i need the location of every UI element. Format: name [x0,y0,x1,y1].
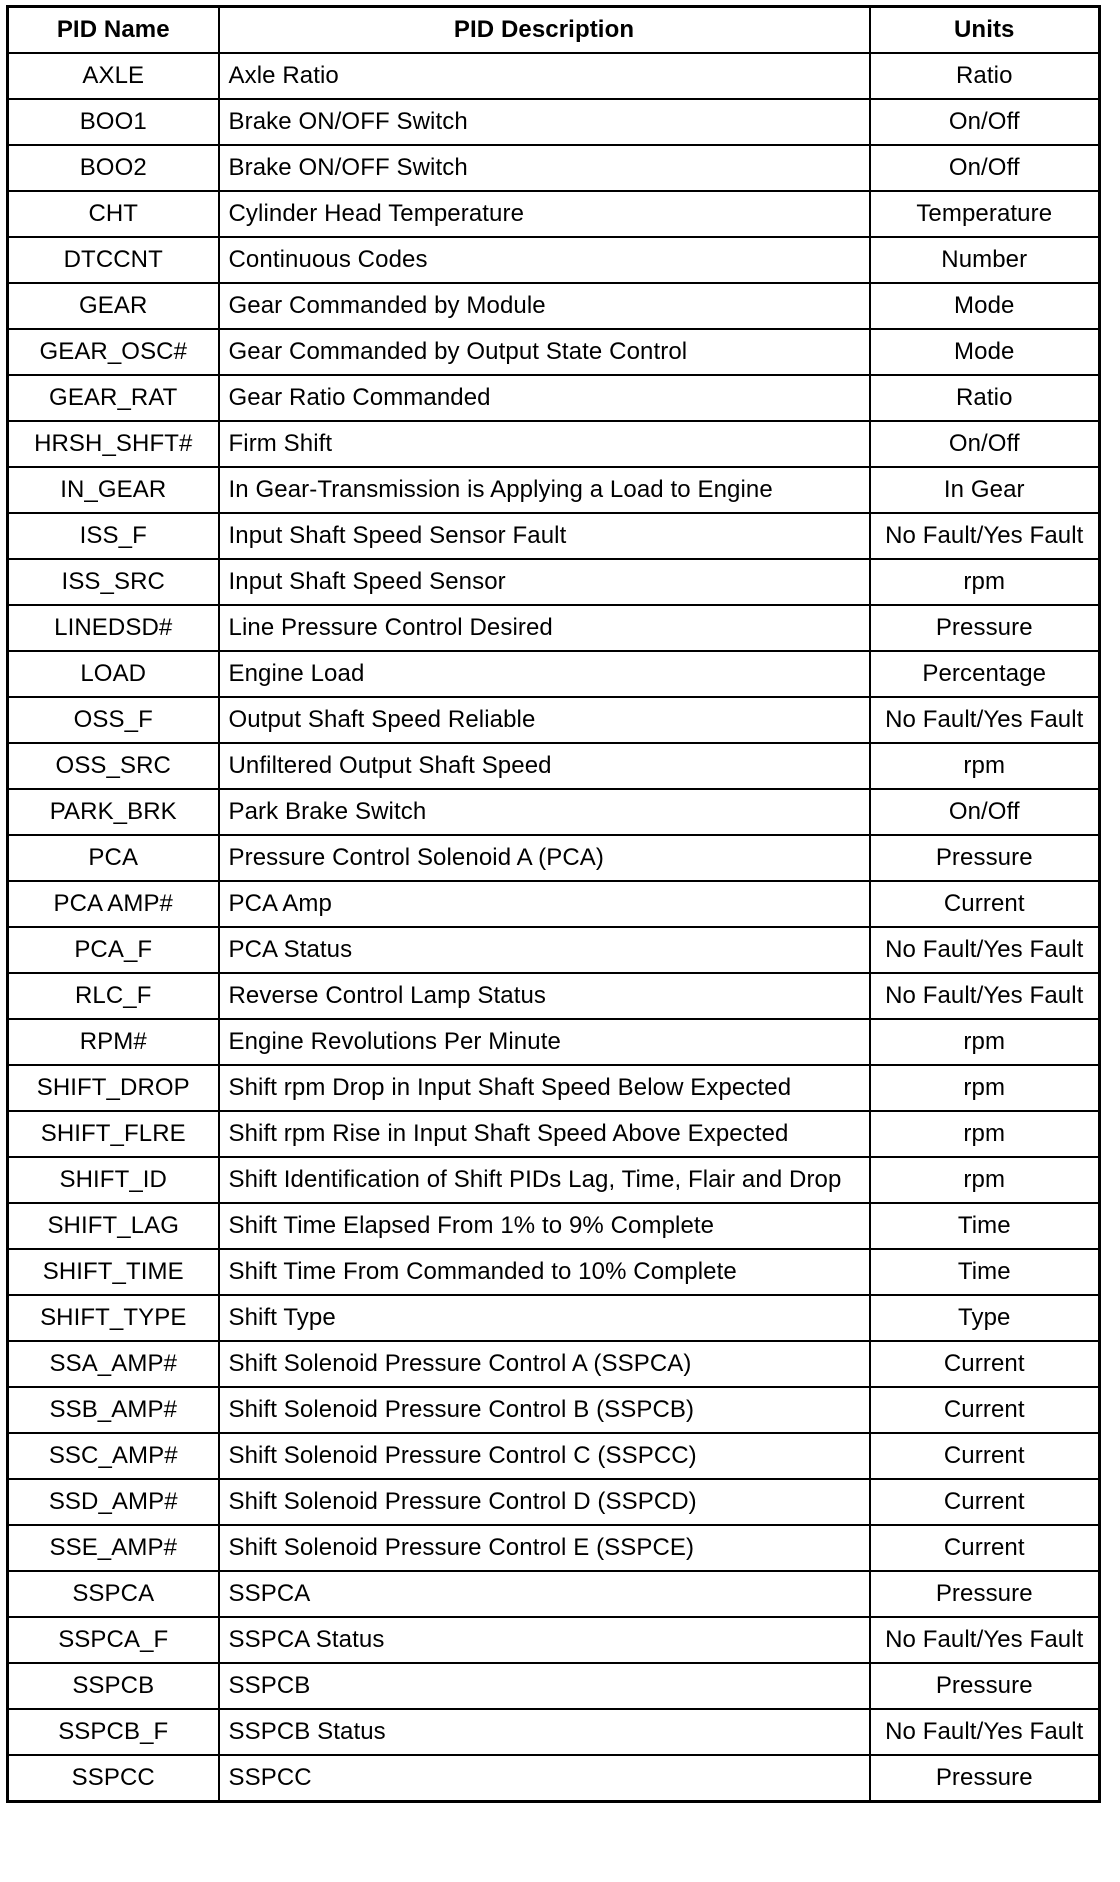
pid-units-cell: rpm [870,559,1100,605]
pid-description-cell: SSPCB [219,1663,870,1709]
pid-units-cell: Ratio [870,53,1100,99]
table-row [8,973,1100,1019]
pid-units-cell: Mode [870,329,1100,375]
pid-name-cell: GEAR_RAT [8,375,219,421]
pid-name-cell: OSS_F [8,697,219,743]
table-row [8,1157,1100,1203]
pid-name-cell: HRSH_SHFT# [8,421,219,467]
pid-units-cell: Number [870,237,1100,283]
pid-description-cell: Shift Solenoid Pressure Control D (SSPCD) [219,1479,870,1525]
pid-description-cell: SSPCA [219,1571,870,1617]
pid-description-cell: Shift Time From Commanded to 10% Complete [219,1249,870,1295]
pid-description-cell: Shift Type [219,1295,870,1341]
pid-description-cell: SSPCB Status [219,1709,870,1755]
header-units: Units [870,7,1100,54]
table-row [8,1065,1100,1111]
table-row [8,927,1100,973]
pid-units-cell: No Fault/Yes Fault [870,1617,1100,1663]
table-row [8,605,1100,651]
pid-name-cell: SHIFT_LAG [8,1203,219,1249]
pid-name-cell: GEAR_OSC# [8,329,219,375]
pid-units-cell: Temperature [870,191,1100,237]
pid-description-cell: Shift rpm Drop in Input Shaft Speed Below Expected [219,1065,870,1111]
pid-units-cell: Percentage [870,651,1100,697]
pid-units-cell: Current [870,1341,1100,1387]
pid-name-cell: ISS_F [8,513,219,559]
pid-name-cell: SSPCA_F [8,1617,219,1663]
pid-units-cell: Pressure [870,1663,1100,1709]
pid-units-cell: Ratio [870,375,1100,421]
pid-description-cell: In Gear-Transmission is Applying a Load to Engine [219,467,870,513]
table-row [8,1571,1100,1617]
pid-table-container [6,5,1098,1803]
table-row [8,697,1100,743]
table-row [8,651,1100,697]
pid-name-cell: RLC_F [8,973,219,1019]
table-row [8,743,1100,789]
pid-name-cell: OSS_SRC [8,743,219,789]
pid-name-cell: ISS_SRC [8,559,219,605]
table-row [8,421,1100,467]
pid-units-cell: Time [870,1249,1100,1295]
pid-name-cell: PCA_F [8,927,219,973]
pid-units-cell: Current [870,1525,1100,1571]
pid-name-cell: PARK_BRK [8,789,219,835]
pid-name-cell: SSPCA [8,1571,219,1617]
pid-name-cell: SSE_AMP# [8,1525,219,1571]
pid-units-cell: Current [870,1387,1100,1433]
pid-table-header [8,7,1100,54]
pid-name-cell: AXLE [8,53,219,99]
pid-units-cell: Type [870,1295,1100,1341]
pid-name-cell: SSPCC [8,1755,219,1802]
pid-units-cell: No Fault/Yes Fault [870,513,1100,559]
pid-description-cell: Line Pressure Control Desired [219,605,870,651]
pid-units-cell: No Fault/Yes Fault [870,1709,1100,1755]
table-row [8,1341,1100,1387]
pid-description-cell: Gear Commanded by Output State Control [219,329,870,375]
table-row [8,1111,1100,1157]
pid-description-cell: Engine Load [219,651,870,697]
pid-name-cell: PCA [8,835,219,881]
pid-name-cell: DTCCNT [8,237,219,283]
pid-description-cell: Engine Revolutions Per Minute [219,1019,870,1065]
table-row [8,375,1100,421]
table-row [8,1019,1100,1065]
pid-description-cell: Shift Solenoid Pressure Control C (SSPCC) [219,1433,870,1479]
pid-description-cell: SSPCA Status [219,1617,870,1663]
table-row [8,329,1100,375]
pid-units-cell: On/Off [870,789,1100,835]
table-row [8,559,1100,605]
pid-description-cell: Reverse Control Lamp Status [219,973,870,1019]
pid-name-cell: SHIFT_TYPE [8,1295,219,1341]
pid-description-cell: PCA Amp [219,881,870,927]
pid-units-cell: Pressure [870,605,1100,651]
pid-units-cell: Current [870,881,1100,927]
pid-units-cell: On/Off [870,145,1100,191]
pid-units-cell: rpm [870,1157,1100,1203]
table-row [8,835,1100,881]
pid-units-cell: No Fault/Yes Fault [870,973,1100,1019]
pid-name-cell: IN_GEAR [8,467,219,513]
pid-table [6,5,1101,1803]
pid-units-cell: rpm [870,1065,1100,1111]
pid-description-cell: Gear Commanded by Module [219,283,870,329]
pid-units-cell: Pressure [870,1571,1100,1617]
pid-name-cell: CHT [8,191,219,237]
pid-name-cell: SSPCB [8,1663,219,1709]
pid-name-cell: SHIFT_DROP [8,1065,219,1111]
pid-description-cell: Shift rpm Rise in Input Shaft Speed Above Expected [219,1111,870,1157]
table-row [8,467,1100,513]
pid-description-cell: Brake ON/OFF Switch [219,145,870,191]
pid-units-cell: On/Off [870,421,1100,467]
pid-units-cell: Pressure [870,835,1100,881]
table-row [8,1249,1100,1295]
pid-units-cell: In Gear [870,467,1100,513]
pid-description-cell: Pressure Control Solenoid A (PCA) [219,835,870,881]
pid-description-cell: Axle Ratio [219,53,870,99]
pid-name-cell: LOAD [8,651,219,697]
pid-units-cell: Time [870,1203,1100,1249]
pid-units-cell: On/Off [870,99,1100,145]
pid-name-cell: SSPCB_F [8,1709,219,1755]
pid-units-cell: Current [870,1433,1100,1479]
table-row [8,1387,1100,1433]
pid-description-cell: PCA Status [219,927,870,973]
table-row [8,513,1100,559]
pid-name-cell: SSD_AMP# [8,1479,219,1525]
table-row [8,237,1100,283]
table-row [8,283,1100,329]
pid-description-cell: Park Brake Switch [219,789,870,835]
pid-description-cell: Cylinder Head Temperature [219,191,870,237]
table-row [8,789,1100,835]
pid-description-cell: Input Shaft Speed Sensor [219,559,870,605]
table-row [8,145,1100,191]
table-row [8,881,1100,927]
pid-description-cell: Shift Solenoid Pressure Control E (SSPCE) [219,1525,870,1571]
pid-description-cell: Shift Identification of Shift PIDs Lag, Time, Flair and Drop [219,1157,870,1203]
table-row [8,53,1100,99]
pid-description-cell: Shift Solenoid Pressure Control A (SSPCA) [219,1341,870,1387]
pid-name-cell: BOO1 [8,99,219,145]
table-row [8,1617,1100,1663]
header-row [8,7,1100,54]
table-row [8,1663,1100,1709]
table-row [8,99,1100,145]
table-row [8,1479,1100,1525]
pid-name-cell: SHIFT_FLRE [8,1111,219,1157]
pid-name-cell: SSC_AMP# [8,1433,219,1479]
pid-description-cell: Input Shaft Speed Sensor Fault [219,513,870,559]
pid-description-cell: Continuous Codes [219,237,870,283]
pid-description-cell: Output Shaft Speed Reliable [219,697,870,743]
header-pid-name: PID Name [8,7,219,54]
table-row [8,1433,1100,1479]
header-pid-description: PID Description [219,7,870,54]
pid-name-cell: SSA_AMP# [8,1341,219,1387]
pid-units-cell: Pressure [870,1755,1100,1802]
pid-units-cell: rpm [870,1111,1100,1157]
pid-description-cell: Firm Shift [219,421,870,467]
pid-units-cell: rpm [870,1019,1100,1065]
pid-name-cell: SHIFT_ID [8,1157,219,1203]
pid-name-cell: SSB_AMP# [8,1387,219,1433]
table-row [8,1525,1100,1571]
table-row [8,1203,1100,1249]
pid-units-cell: Mode [870,283,1100,329]
pid-name-cell: GEAR [8,283,219,329]
pid-description-cell: SSPCC [219,1755,870,1802]
pid-units-cell: Current [870,1479,1100,1525]
pid-description-cell: Gear Ratio Commanded [219,375,870,421]
pid-name-cell: SHIFT_TIME [8,1249,219,1295]
pid-description-cell: Brake ON/OFF Switch [219,99,870,145]
pid-description-cell: Unfiltered Output Shaft Speed [219,743,870,789]
table-row [8,1709,1100,1755]
pid-units-cell: No Fault/Yes Fault [870,697,1100,743]
pid-table-body [8,53,1100,1802]
pid-description-cell: Shift Time Elapsed From 1% to 9% Complete [219,1203,870,1249]
pid-description-cell: Shift Solenoid Pressure Control B (SSPCB) [219,1387,870,1433]
table-row [8,191,1100,237]
pid-units-cell: rpm [870,743,1100,789]
table-row [8,1295,1100,1341]
pid-name-cell: LINEDSD# [8,605,219,651]
pid-units-cell: No Fault/Yes Fault [870,927,1100,973]
pid-name-cell: RPM# [8,1019,219,1065]
pid-name-cell: PCA AMP# [8,881,219,927]
pid-name-cell: BOO2 [8,145,219,191]
table-row [8,1755,1100,1802]
